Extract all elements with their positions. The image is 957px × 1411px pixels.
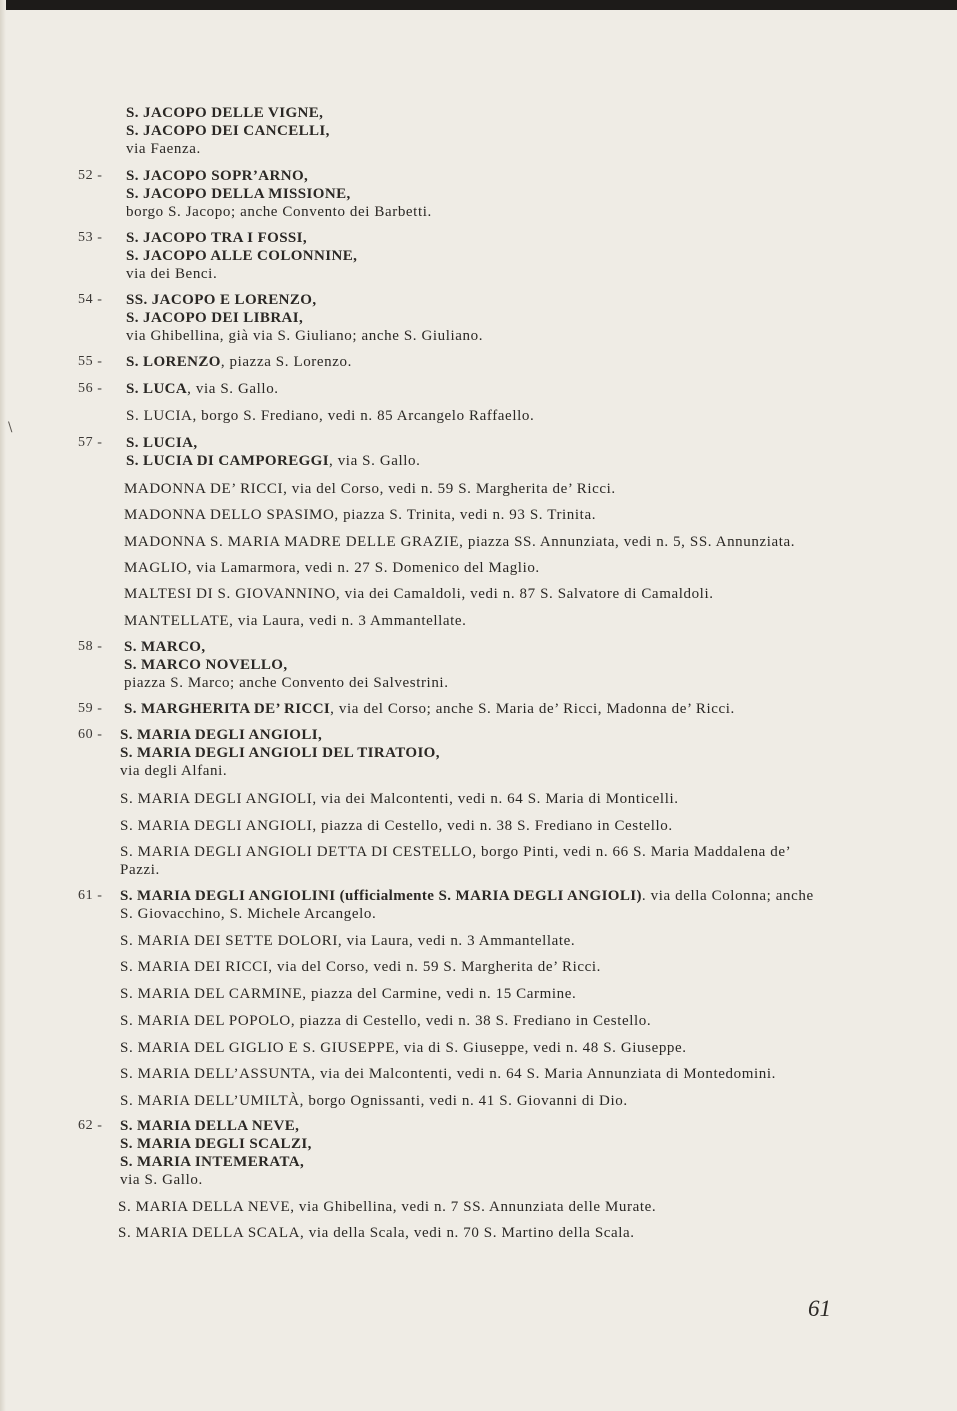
entry-line	[126, 380, 957, 398]
entry-line	[126, 229, 957, 247]
entry-detail: S. Giovacchino, S. Michele Arcangelo.	[120, 906, 377, 922]
entry-line	[120, 985, 957, 1003]
entry-line	[120, 861, 957, 879]
entry-line	[124, 674, 957, 692]
entry-line	[126, 327, 957, 345]
index-entry	[0, 291, 850, 345]
entry-line	[120, 790, 957, 808]
entry-line	[126, 247, 957, 265]
index-entry	[0, 1198, 850, 1216]
entry-title: S. LORENZO	[126, 354, 221, 370]
index-entry	[0, 817, 850, 835]
entry-title: S. JACOPO SOPR’ARNO,	[126, 168, 309, 184]
entry-detail: borgo S. Jacopo; anche Convento dei Barbetti.	[126, 204, 432, 220]
entry-detail: S. MARIA DELLA NEVE, via Ghibellina, vedi n. 7 SS. Annunziata delle Murate.	[118, 1199, 657, 1215]
index-entry	[0, 612, 850, 630]
entry-line	[124, 612, 957, 630]
index-entry	[0, 1039, 850, 1057]
entry-title: S. MARGHERITA DE’ RICCI	[124, 701, 331, 717]
entry-title: S. LUCIA,	[126, 435, 198, 451]
index-entry	[0, 790, 850, 808]
entry-line	[124, 559, 957, 577]
entry-title: S. JACOPO DEI CANCELLI,	[126, 123, 330, 139]
index-entry	[0, 480, 850, 498]
entry-detail: S. MARIA DEL GIGLIO E S. GIUSEPPE, via di S. Giuseppe, vedi n. 48 S. Giuseppe.	[120, 1040, 687, 1056]
entry-detail: Pazzi.	[120, 862, 160, 878]
entry-number: 52 -	[78, 168, 103, 183]
entry-number: 57 -	[78, 435, 103, 450]
entry-detail: via Faenza.	[126, 141, 201, 157]
index-entry	[0, 958, 850, 976]
page-number: 61	[808, 1296, 831, 1321]
entry-line	[126, 185, 957, 203]
index-entry	[0, 700, 850, 718]
entry-line	[124, 585, 957, 603]
index-entry	[0, 506, 850, 524]
entry-number: 60 -	[78, 727, 103, 742]
index-entry	[0, 638, 850, 692]
entry-line	[126, 407, 957, 425]
entry-line	[120, 1117, 957, 1135]
entry-line	[120, 1135, 957, 1153]
index-entry	[0, 104, 850, 158]
entry-line	[120, 1012, 957, 1030]
entry-title: S. MARIA DEGLI SCALZI,	[120, 1136, 312, 1152]
entry-title: S. MARIA DEGLI ANGIOLI,	[120, 727, 323, 743]
entry-title: S. JACOPO TRA I FOSSI,	[126, 230, 308, 246]
entry-line	[126, 353, 957, 371]
entry-number: 55 -	[78, 354, 103, 369]
entry-line	[120, 1092, 957, 1110]
entry-line	[124, 506, 957, 524]
entry-title: S. JACOPO ALLE COLONNINE,	[126, 248, 358, 264]
entry-line	[120, 887, 957, 905]
entry-line	[120, 843, 957, 861]
entry-detail: , piazza S. Lorenzo.	[220, 354, 352, 370]
entry-detail: , via del Corso; anche S. Maria de’ Ricci, Madonna de’ Ricci.	[330, 701, 735, 717]
index-entry	[0, 1012, 850, 1030]
entry-line	[126, 167, 957, 185]
entry-number: 56 -	[78, 381, 103, 396]
entry-title: S. JACOPO DELLA MISSIONE,	[126, 186, 351, 202]
entry-line	[124, 656, 957, 674]
index-entry	[0, 167, 850, 221]
entry-detail: S. MARIA DEGLI ANGIOLI, via dei Malcontenti, vedi n. 64 S. Maria di Monticelli.	[120, 791, 679, 807]
entry-detail: S. MARIA DEGLI ANGIOLI, piazza di Cestello, vedi n. 38 S. Frediano in Cestello.	[120, 818, 673, 834]
entry-line	[120, 905, 957, 923]
entry-number: 61 -	[78, 888, 103, 903]
index-entry	[0, 229, 850, 283]
index-entry	[0, 585, 850, 603]
entry-detail: via S. Gallo.	[120, 1172, 203, 1188]
margin-mark: \	[8, 420, 13, 435]
entry-title: S. MARIA DEGLI ANGIOLINI (ufficialmente S. MARIA DEGLI ANGIOLI)	[120, 888, 642, 904]
entry-line	[126, 104, 957, 122]
entry-line	[120, 744, 957, 762]
index-entry	[0, 559, 850, 577]
entry-detail: S. MARIA DELLA SCALA, via della Scala, vedi n. 70 S. Martino della Scala.	[118, 1225, 635, 1241]
entry-line	[118, 1224, 957, 1242]
index-entry	[0, 407, 850, 425]
entry-title: S. MARIA INTEMERATA,	[120, 1154, 305, 1170]
index-entry	[0, 887, 850, 923]
page-top-edge	[0, 0, 957, 10]
entry-line	[126, 265, 957, 283]
entry-line	[124, 533, 957, 551]
entry-title: S. MARCO,	[124, 639, 206, 655]
entry-title: S. JACOPO DELLE VIGNE,	[126, 105, 324, 121]
entry-line	[120, 762, 957, 780]
entry-number: 53 -	[78, 230, 103, 245]
entry-title: S. MARIA DEGLI ANGIOLI DEL TIRATOIO,	[120, 745, 440, 761]
entry-detail: MALTESI DI S. GIOVANNINO, via dei Camaldoli, vedi n. 87 S. Salvatore di Camaldoli.	[124, 586, 714, 602]
index-entry	[0, 1065, 850, 1083]
entry-title: S. JACOPO DEI LIBRAI,	[126, 310, 304, 326]
entry-line	[118, 1198, 957, 1216]
entry-line	[124, 638, 957, 656]
entry-line	[120, 1065, 957, 1083]
entry-line	[120, 1039, 957, 1057]
entry-detail: S. MARIA DEI SETTE DOLORI, via Laura, vedi n. 3 Ammantellate.	[120, 933, 576, 949]
entry-line	[120, 1171, 957, 1189]
index-entry	[0, 932, 850, 950]
entry-number: 62 -	[78, 1118, 103, 1133]
entry-detail: S. MARIA DELL’ASSUNTA, via dei Malcontenti, vedi n. 64 S. Maria Annunziata di Montedomini.	[120, 1066, 776, 1082]
entry-line	[126, 291, 957, 309]
index-entry	[0, 726, 850, 780]
entry-line	[126, 203, 957, 221]
entry-detail: MANTELLATE, via Laura, vedi n. 3 Ammantellate.	[124, 613, 467, 629]
entry-line	[124, 700, 957, 718]
index-entry	[0, 1092, 850, 1110]
entry-line	[126, 140, 957, 158]
entry-title: SS. JACOPO E LORENZO,	[126, 292, 317, 308]
entry-detail: . via della Colonna; anche	[641, 888, 814, 904]
entry-detail: S. MARIA DEGLI ANGIOLI DETTA DI CESTELLO, borgo Pinti, vedi n. 66 S. Maria Maddalena de’	[120, 844, 792, 860]
entry-detail: via dei Benci.	[126, 266, 218, 282]
entry-number: 54 -	[78, 292, 103, 307]
index-entry	[0, 380, 850, 398]
index-entry	[0, 843, 850, 879]
entry-detail: MAGLIO, via Lamarmora, vedi n. 27 S. Domenico del Maglio.	[124, 560, 540, 576]
entry-line	[124, 480, 957, 498]
entry-detail: MADONNA DELLO SPASIMO, piazza S. Trinita, vedi n. 93 S. Trinita.	[124, 507, 597, 523]
entry-number: 59 -	[78, 701, 103, 716]
entry-line	[126, 434, 957, 452]
entry-detail: MADONNA DE’ RICCI, via del Corso, vedi n. 59 S. Margherita de’ Ricci.	[124, 481, 616, 497]
index-entry	[0, 985, 850, 1003]
entry-title: S. MARIA DELLA NEVE,	[120, 1118, 300, 1134]
index-entry	[0, 353, 850, 371]
entry-title: S. MARCO NOVELLO,	[124, 657, 288, 673]
entry-number: 58 -	[78, 639, 103, 654]
entry-line	[120, 932, 957, 950]
entry-line	[126, 452, 957, 470]
index-entry	[0, 434, 850, 470]
index-entry	[0, 1117, 850, 1189]
index-entry	[0, 1224, 850, 1242]
entry-line	[120, 817, 957, 835]
entry-title: S. LUCIA DI CAMPOREGGI	[126, 453, 329, 469]
entry-detail: via degli Alfani.	[120, 763, 228, 779]
entry-detail: piazza S. Marco; anche Convento dei Salvestrini.	[124, 675, 449, 691]
entry-detail: S. MARIA DEL POPOLO, piazza di Cestello, vedi n. 38 S. Frediano in Cestello.	[120, 1013, 652, 1029]
index-entry	[0, 533, 850, 551]
entry-detail: S. MARIA DEI RICCI, via del Corso, vedi n. 59 S. Margherita de’ Ricci.	[120, 959, 601, 975]
entry-detail: S. MARIA DELL’UMILTÀ, borgo Ognissanti, vedi n. 41 S. Giovanni di Dio.	[120, 1093, 628, 1109]
entry-detail: , via S. Gallo.	[187, 381, 279, 397]
entry-title: S. LUCA	[126, 381, 188, 397]
entry-line	[126, 122, 957, 140]
entry-detail: , via S. Gallo.	[329, 453, 421, 469]
entry-detail: MADONNA S. MARIA MADRE DELLE GRAZIE, piazza SS. Annunziata, vedi n. 5, SS. Annunziata.	[124, 534, 796, 550]
entry-detail: S. LUCIA, borgo S. Frediano, vedi n. 85 Arcangelo Raffaello.	[126, 408, 535, 424]
entry-line	[126, 309, 957, 327]
entry-line	[120, 1153, 957, 1171]
entry-detail: S. MARIA DEL CARMINE, piazza del Carmine, vedi n. 15 Carmine.	[120, 986, 577, 1002]
entry-line	[120, 958, 957, 976]
entry-line	[120, 726, 957, 744]
entry-detail: via Ghibellina, già via S. Giuliano; anche S. Giuliano.	[126, 328, 484, 344]
